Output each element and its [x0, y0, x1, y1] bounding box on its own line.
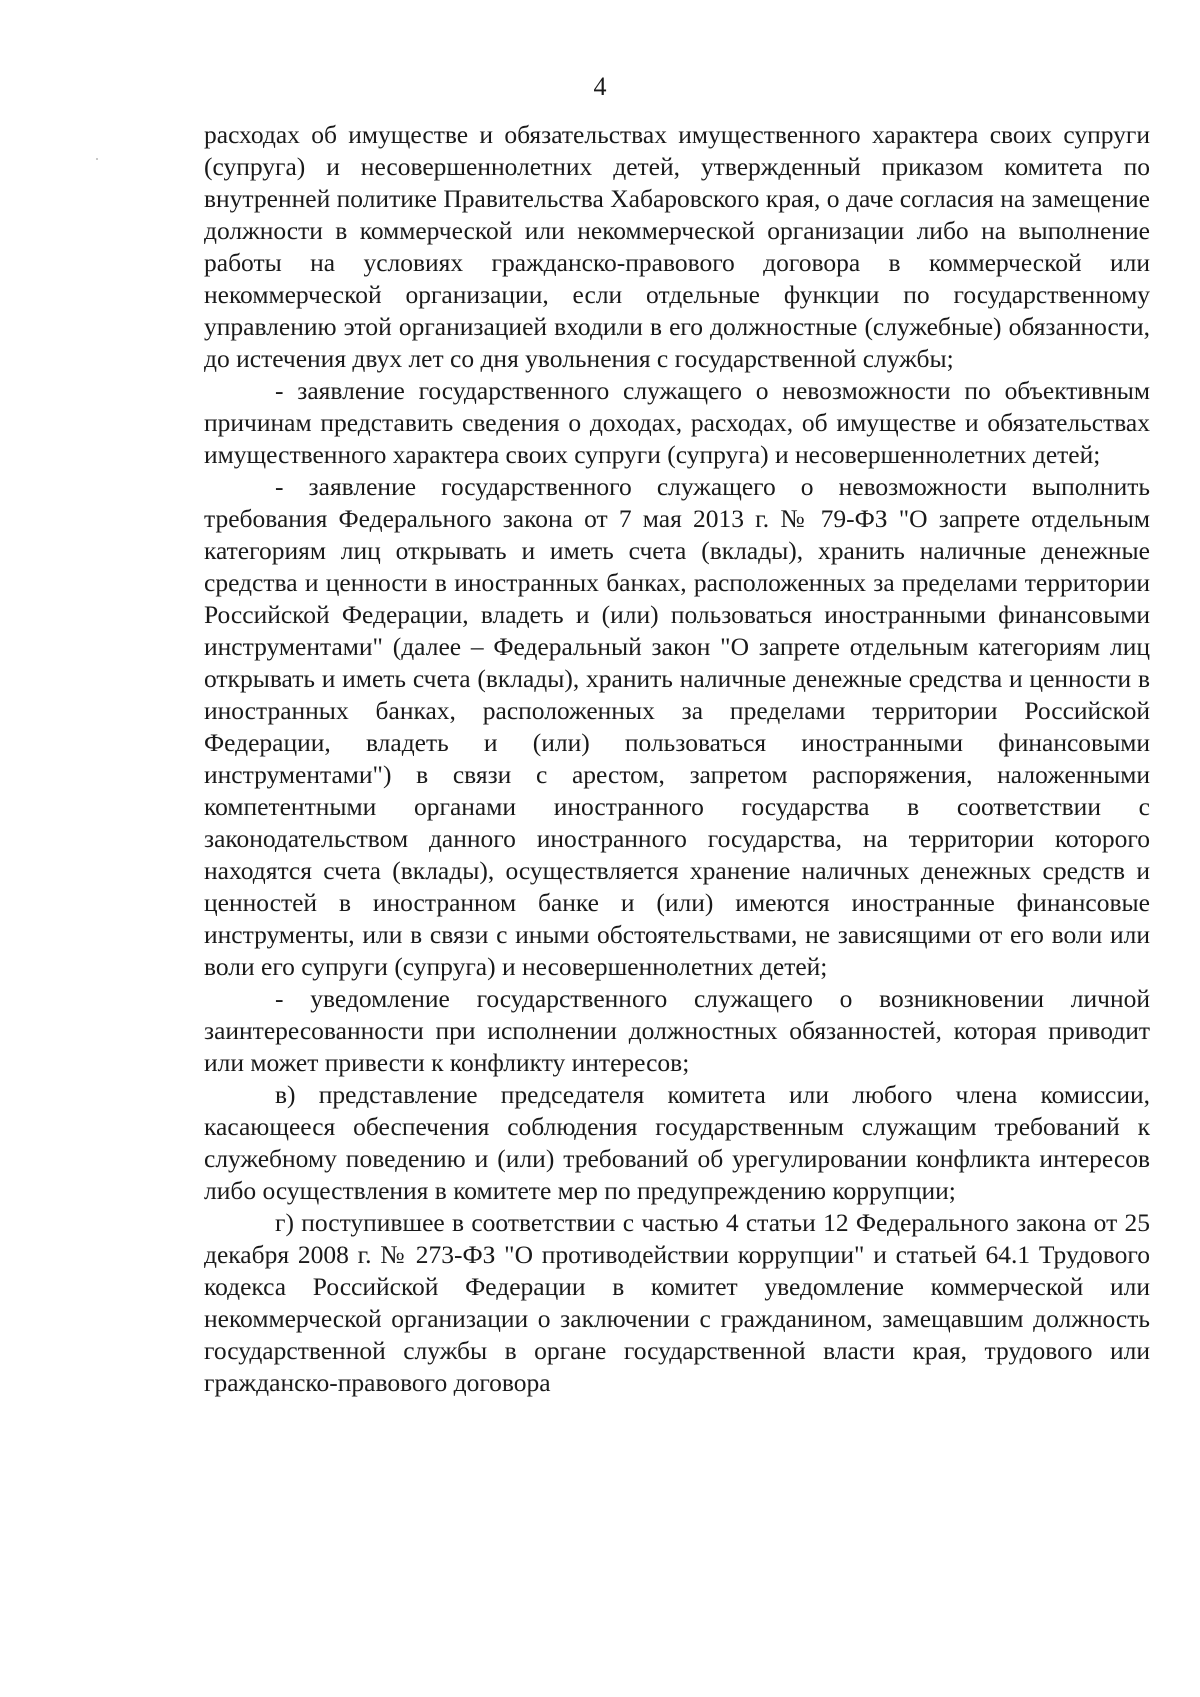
document-body — [204, 119, 1150, 1399]
paragraph-item-v: в) представление председателя комитета или любого члена комиссии, касающееся обеспечения соблюдения государственным служащим требований к служебному поведению и (или) требований об урегулировании конфликта интересов либо осуществления в комитете мер по предупреждению коррупции; — [204, 1080, 1150, 1205]
paragraph-statement-foreign-accounts: - заявление государственного служащего о невозможности выполнить требования Федерального закона от 7 мая 2013 г. № 79-ФЗ "О запрете отдельным категориям лиц открывать и иметь счета (вклады), хранить наличные денежные средства и ценности в иностранных банках, расположенных за пределами территории Российской Федерации, владеть и (или) пользоваться иностранными финансовыми инструментами" (далее – Федеральный закон "О запрете отдельным категориям лиц открывать и иметь счета (вклады), хранить наличные денежные средства и ценности в иностранных банках, расположенных за пределами территории Российской Федерации, владеть и (или) пользоваться иностранными финансовыми инструментами") в связи с арестом, запретом распоряжения, наложенными компетентными органами иностранного государства в соответствии с законодательством данного иностранного государства, на территории которого находятся счета (вклады), осуществляется хранение наличных денежных средств и ценностей в иностранном банке и (или) имеются иностранные финансовые инструменты, или в связи с иными обстоятельствами, не зависящими от его воли или воли его супруги (супруга) и несовершеннолетних детей; — [204, 472, 1150, 981]
scan-speck — [96, 158, 98, 160]
page-number: 4 — [593, 72, 607, 101]
paragraph-item-g: г) поступившее в соответствии с частью 4 статьи 12 Федерального закона от 25 декабря 2008 г. № 273-ФЗ "О противодействии коррупции" и статьей 64.1 Трудового кодекса Российской Федерации в комитет уведомление коммерческой или некоммерческой организации о заключении с гражданином, замещавшим должность государственной службы в органе государственной власти края, трудового или гражданско-правового договора — [204, 1208, 1150, 1397]
paragraph-statement-financial-disclosure: - заявление государственного служащего о невозможности по объективным причинам представить сведения о доходах, расходах, об имуществе и обязательствах имущественного характера своих супруги (супруга) и несовершеннолетних детей; — [204, 376, 1150, 469]
paragraph-notice-conflict-of-interest: - уведомление государственного служащего о возникновении личной заинтересованности при исполнении должностных обязанностей, которая приводит или может привести к конфликту интересов; — [204, 984, 1150, 1077]
paragraph-continuation: расходах об имуществе и обязательствах имущественного характера своих супруги (супруга) и несовершеннолетних детей, утвержденный приказом комитета по внутренней политике Правительства Хабаровского края, о даче согласия на замещение должности в коммерческой или некоммерческой организации либо на выполнение работы на условиях гражданско-правового договора в коммерческой или некоммерческой организации, если отдельные функции по государственному управлению этой организацией входили в его должностные (служебные) обязанности, до истечения двух лет со дня увольнения с государственной службы; — [204, 120, 1150, 373]
